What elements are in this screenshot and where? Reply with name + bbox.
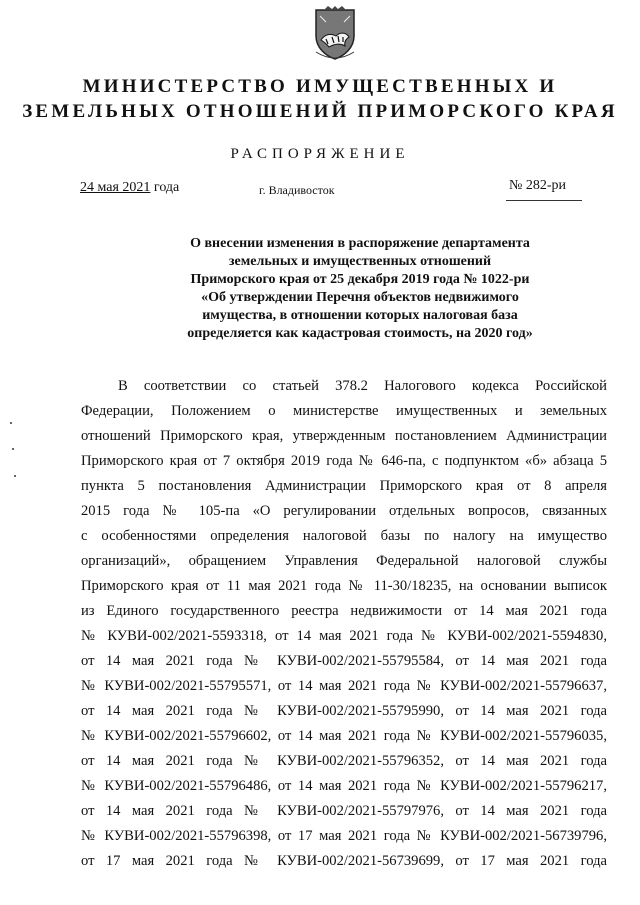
body-line: № КУВИ-002/2021-55796486, от 14 мая 2021 года № КУВИ-002/2021-55796217, [81,778,607,794]
body-line: от 14 мая 2021 года № КУВИ-002/2021-55797976, от 14 мая 2021 года [81,803,607,819]
subject-line: О внесении изменения в распоряжение департамента [190,236,530,251]
body-line: пункта 5 постановления Администрации Приморского края от 8 апреля [81,478,607,494]
document-city: г. Владивосток [259,183,335,197]
body-line: от 17 мая 2021 года № КУВИ-002/2021-56739699, от 17 мая 2021 года [81,853,607,869]
document-type: РАСПОРЯЖЕНИЕ [230,146,410,162]
date-value: 24 мая 2021 [80,180,151,195]
number-underline [506,200,582,201]
subject-line: Приморского края от 25 декабря 2019 года № 1022-ри [190,272,530,287]
body-line: Приморского края от 11 мая 2021 года № 11-30/18235, на основании выписок [81,578,607,594]
body-line: от 14 мая 2021 года № КУВИ-002/2021-55796352, от 14 мая 2021 года [81,753,607,769]
body-line: Приморского края от 7 октября 2019 года № 646-па, с подпунктом «б» абзаца 5 [81,453,607,469]
margin-mark [10,422,12,424]
margin-mark [12,448,14,450]
body-line: № КУВИ-002/2021-55795571, от 14 мая 2021 года № КУВИ-002/2021-55796637, [81,678,607,694]
margin-mark [14,475,16,477]
body-line: из Единого государственного реестра недвижимости от 14 мая 2021 года [81,603,607,619]
body-line: № КУВИ-002/2021-55796398, от 17 мая 2021 года № КУВИ-002/2021-56739796, [81,828,607,844]
date-year-word: года [153,180,180,195]
body-line: Федерации, Положением о министерстве имущественных и земельных [81,403,607,419]
subject-line: земельных и имущественных отношений [228,254,492,269]
ministry-title-line-1: МИНИСТЕРСТВО ИМУЩЕСТВЕННЫХ И [82,76,558,97]
body-line: от 14 мая 2021 года № КУВИ-002/2021-55795990, от 14 мая 2021 года [81,703,607,719]
subject-line: определяется как кадастровая стоимость, на 2020 год» [187,326,533,341]
body-line: с особенностями определения налоговой базы по налогу на имущество [81,528,607,544]
subject-line: «Об утверждении Перечня объектов недвижимого [201,290,519,305]
ministry-title-line-2: ЗЕМЕЛЬНЫХ ОТНОШЕНИЙ ПРИМОРСКОГО КРАЯ [22,101,618,122]
coat-of-arms-icon [312,6,358,60]
body-line: 2015 года № 105-па «О регулировании отдельных вопросов, связанных [81,503,607,519]
body-line: В соответствии со статьей 378.2 Налогового кодекса Российской [118,378,607,394]
body-line: № КУВИ-002/2021-55796602, от 14 мая 2021 года № КУВИ-002/2021-55796035, [81,728,607,744]
body-line: отношений Приморского края, утвержденным постановлением Администрации [81,428,607,444]
document-date [80,180,179,196]
subject-line: имущества, в отношении которых налоговая база [202,308,518,323]
body-line: организаций», обращением Управления Федеральной налоговой службы [81,553,607,569]
body-line: № КУВИ-002/2021-5593318, от 14 мая 2021 года № КУВИ-002/2021-5594830, [81,628,607,644]
body-line: от 14 мая 2021 года № КУВИ-002/2021-55795584, от 14 мая 2021 года [81,653,607,669]
document-number: № 282-ри [509,178,567,193]
